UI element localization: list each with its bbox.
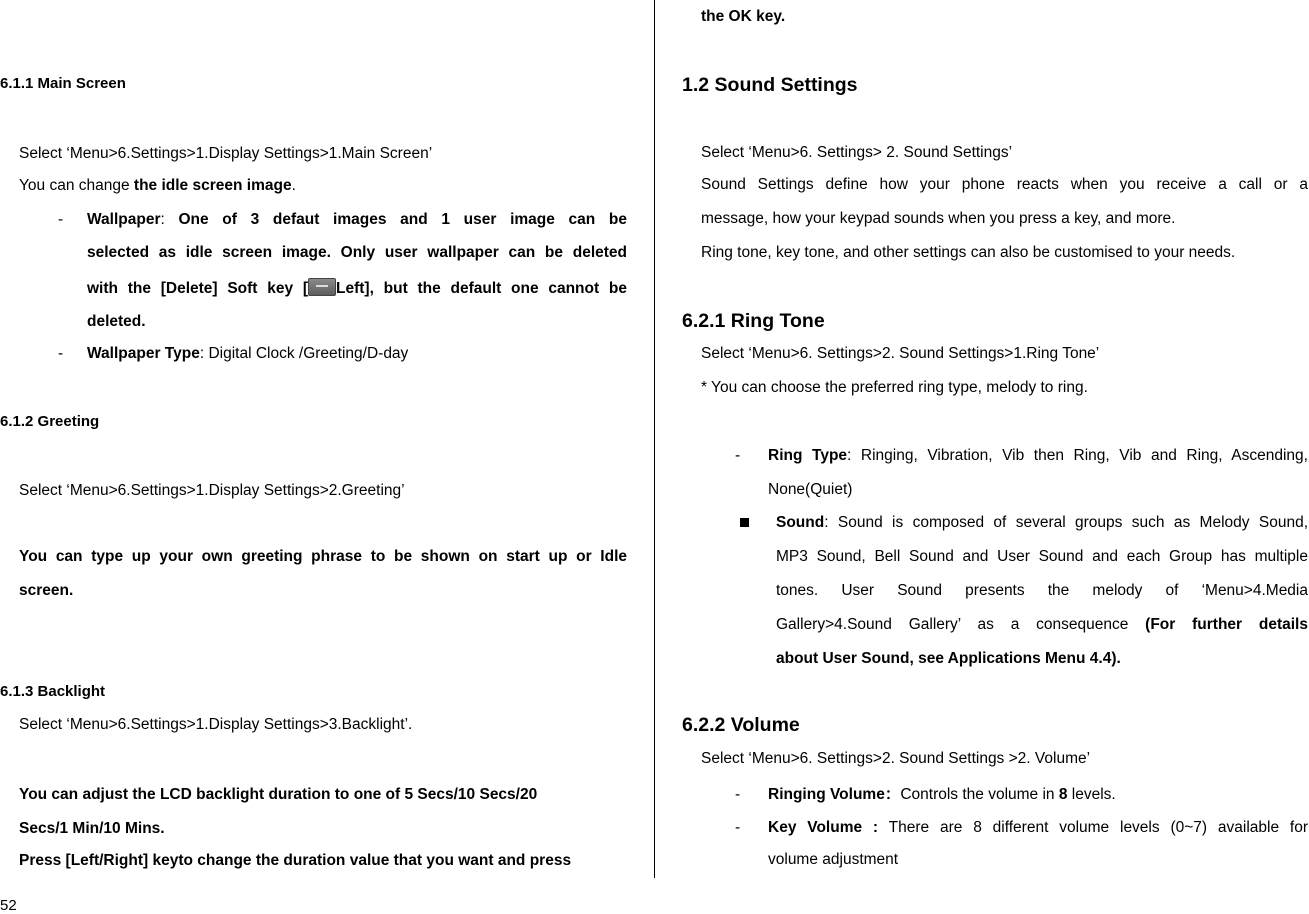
menu-path-greeting: Select ‘Menu>6.Settings>1.Display Settings>2.Greeting’	[19, 482, 405, 499]
continued-line: the OK key.	[701, 8, 786, 25]
section-heading-6-1-3: 6.1.3 Backlight	[0, 683, 106, 700]
change-idle-text: You can change the idle screen image.	[19, 177, 296, 194]
sound-line3: tones. User Sound presents the melody of ‘Menu>4.Media	[776, 582, 1308, 599]
greeting-description-line1: You can type up your own greeting phrase to be shown on start up or Idle	[19, 548, 627, 565]
sound-line4: Gallery>4.Sound Gallery’ as a consequence (For further details	[776, 616, 1308, 633]
ring-type-line2: None(Quiet)	[768, 481, 853, 498]
bullet-dash: -	[58, 345, 64, 362]
soft-key-icon	[308, 278, 336, 296]
ring-tone-note: * You can choose the preferred ring type, melody to ring.	[701, 379, 1088, 396]
key-volume-line1: Key Volume : There are 8 different volume levels (0~7) available for	[768, 819, 1308, 836]
wallpaper-line1: Wallpaper: One of 3 defaut images and 1 user image can be	[87, 211, 627, 228]
menu-path-main-screen: Select ‘Menu>6.Settings>1.Display Settings>1.Main Screen’	[19, 145, 433, 162]
greeting-description-line2: screen.	[19, 582, 74, 599]
bullet-dash: -	[735, 786, 741, 803]
wallpaper-type-text: Wallpaper Type: Digital Clock /Greeting/D-day	[87, 345, 409, 362]
menu-path-ring-tone: Select ‘Menu>6. Settings>2. Sound Settings>1.Ring Tone’	[701, 345, 1100, 362]
menu-path-sound-settings: Select ‘Menu>6. Settings> 2. Sound Settings’	[701, 144, 1013, 161]
section-heading-6-2-2: 6.2.2 Volume	[682, 714, 800, 736]
menu-path-volume: Select ‘Menu>6. Settings>2. Sound Settings >2. Volume’	[701, 750, 1091, 767]
bullet-dash: -	[735, 819, 741, 836]
sound-line2: MP3 Sound, Bell Sound and User Sound and each Group has multiple	[776, 548, 1308, 565]
backlight-line3: Press [Left/Right] keyto change the duration value that you want and press	[19, 852, 572, 869]
menu-path-backlight: Select ‘Menu>6.Settings>1.Display Settings>3.Backlight’.	[19, 716, 413, 733]
square-bullet-icon	[740, 518, 749, 527]
ringing-volume-text: Ringing Volume：Controls the volume in 8 levels.	[768, 786, 1116, 803]
page-number: 52	[0, 897, 17, 914]
backlight-line1: You can adjust the LCD backlight duration to one of 5 Secs/10 Secs/20	[19, 786, 538, 803]
sound-settings-line2: message, how your keypad sounds when you press a key, and more.	[701, 210, 1176, 227]
ring-type-line1: Ring Type: Ringing, Vibration, Vib then Ring, Vib and Ring, Ascending,	[768, 447, 1308, 464]
column-divider	[654, 0, 655, 878]
section-heading-6-1-2: 6.1.2 Greeting	[0, 413, 100, 430]
sound-settings-line1: Sound Settings define how your phone reacts when you receive a call or a	[701, 176, 1308, 193]
section-heading-1-2: 1.2 Sound Settings	[682, 74, 858, 96]
wallpaper-line3: with the [Delete] Soft key [ Left], but the default one cannot be	[87, 280, 627, 297]
section-heading-6-2-1: 6.2.1 Ring Tone	[682, 310, 825, 332]
sound-line1: Sound: Sound is composed of several groups such as Melody Sound,	[776, 514, 1308, 531]
wallpaper-line4: deleted.	[87, 313, 146, 330]
bullet-dash: -	[58, 211, 64, 228]
section-heading-6-1-1: 6.1.1 Main Screen	[0, 75, 126, 92]
sound-settings-line3: Ring tone, key tone, and other settings can also be customised to your needs.	[701, 244, 1236, 261]
bullet-dash: -	[735, 447, 741, 464]
wallpaper-line2: selected as idle screen image. Only user wallpaper can be deleted	[87, 244, 627, 261]
backlight-line2: Secs/1 Min/10 Mins.	[19, 820, 165, 837]
key-volume-line2: volume adjustment	[768, 851, 899, 868]
sound-line5: about User Sound, see Applications Menu 4.4).	[776, 650, 1121, 667]
